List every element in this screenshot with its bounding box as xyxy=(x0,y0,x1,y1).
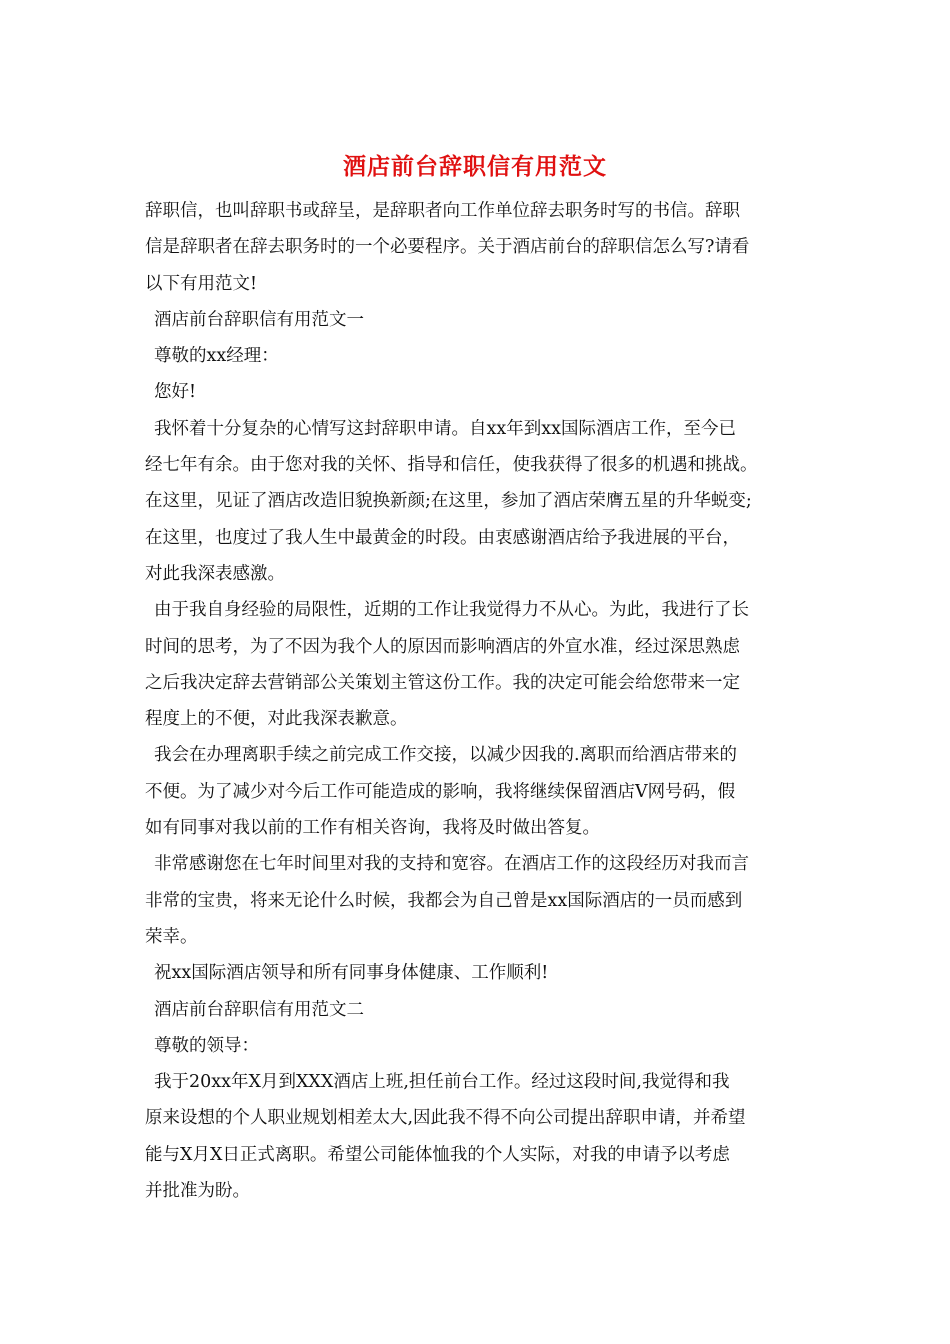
document-body xyxy=(145,193,815,1209)
text-line: 程度上的不便，对此我深表歉意。 xyxy=(145,709,408,730)
text-line: 非常的宝贵，将来无论什么时候，我都会为自己曾是xx国际酒店的一员而感到 xyxy=(145,890,743,911)
text-line: 并批准为盼。 xyxy=(145,1181,250,1202)
document-title: 酒店前台辞职信有用范文 xyxy=(343,153,607,180)
text-line: 酒店前台辞职信有用范文二 xyxy=(154,999,364,1020)
text-line: 不便。为了减少对今后工作可能造成的影响，我将继续保留酒店V网号码，假 xyxy=(145,781,736,802)
text-line: 在这里，也度过了我人生中最黄金的时段。由衷感谢酒店给予我进展的平台， xyxy=(145,527,740,548)
text-line: 时间的思考，为了不因为我个人的原因而影响酒店的外宣水准，经过深思熟虑 xyxy=(145,636,740,657)
text-line: 由于我自身经验的局限性，近期的工作让我觉得力不从心。为此，我进行了长 xyxy=(154,600,749,621)
text-line: 信是辞职者在辞去职务时的一个必要程序。关于酒店前台的辞职信怎么写?请看 xyxy=(145,237,750,258)
text-line: 非常感谢您在七年时间里对我的支持和宽容。在酒店工作的这段经历对我而言 xyxy=(154,854,749,875)
text-line: 荣幸。 xyxy=(145,926,198,947)
text-line: 您好! xyxy=(154,382,197,403)
text-line: 原来设想的个人职业规划相差太大,因此我不得不向公司提出辞职申请，并希望 xyxy=(145,1108,746,1129)
text-line: 我怀着十分复杂的心情写这封辞职申请。自xx年到xx国际酒店工作，至今已 xyxy=(154,418,736,439)
text-line: 经七年有余。由于您对我的关怀、指导和信任，使我获得了很多的机遇和挑战。 xyxy=(145,455,758,476)
text-line: 我于20xx年X月到XXX酒店上班,担任前台工作。经过这段时间,我觉得和我 xyxy=(154,1072,730,1093)
text-line: 尊敬的xx经理： xyxy=(154,346,279,367)
text-line: 尊敬的领导： xyxy=(154,1035,259,1056)
text-line: 祝xx国际酒店领导和所有同事身体健康、工作顺利! xyxy=(154,963,549,984)
text-line: 对此我深表感激。 xyxy=(145,563,285,584)
text-line: 我会在办理离职手续之前完成工作交接，以减少因我的.离职而给酒店带来的 xyxy=(154,745,738,766)
text-line: 能与X月X日正式离职。希望公司能体恤我的个人实际，对我的申请予以考虑 xyxy=(145,1144,730,1165)
text-line: 以下有用范文! xyxy=(145,273,258,294)
text-line: 在这里，见证了酒店改造旧貌换新颜;在这里，参加了酒店荣膺五星的升华蜕变; xyxy=(145,491,752,512)
text-line: 辞职信，也叫辞职书或辞呈，是辞职者向工作单位辞去职务时写的书信。辞职 xyxy=(145,201,740,221)
text-line: 如有同事对我以前的工作有相关咨询，我将及时做出答复。 xyxy=(145,818,600,839)
text-line: 之后我决定辞去营销部公关策划主管这份工作。我的决定可能会给您带来一定 xyxy=(145,672,740,693)
text-line: 酒店前台辞职信有用范文一 xyxy=(154,309,364,330)
